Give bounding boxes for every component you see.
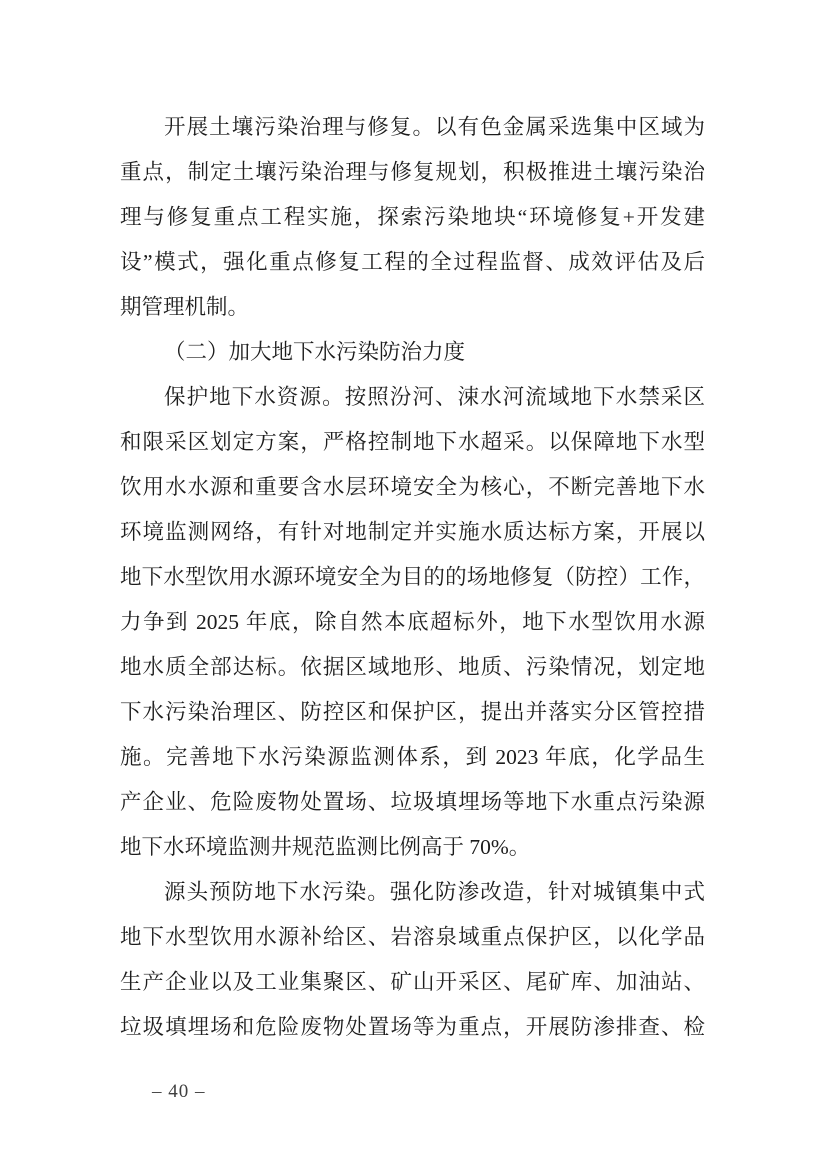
text-line: 设”模式，强化重点修复工程的全过程监督、成效评估及后: [120, 250, 705, 274]
text-line: 生产企业以及工业集聚区、矿山开采区、尾矿库、加油站、: [120, 970, 705, 994]
paragraph-groundwater-protection: [120, 375, 705, 870]
paragraph-groundwater-prevention: [120, 870, 705, 1050]
text-line: 重点，制定土壤污染治理与修复规划，积极推进土壤污染治: [120, 160, 705, 184]
text-line: 地下水型饮用水源环境安全为目的的场地修复（防控）工作，: [120, 565, 705, 589]
text-line: 环境监测网络，有针对地制定并实施水质达标方案，开展以: [120, 520, 705, 544]
text-line: 产企业、危险废物处置场、垃圾填埋场等地下水重点污染源: [120, 790, 705, 814]
text-line: 开展土壤污染治理与修复。以有色金属采选集中区域为: [164, 115, 705, 139]
text-line: 下水污染治理区、防控区和保护区，提出并落实分区管控措: [120, 700, 705, 724]
text-line: 垃圾填埋场和危险废物处置场等为重点，开展防渗排查、检: [120, 1015, 705, 1039]
text-line: 源头预防地下水污染。强化防渗改造，针对城镇集中式: [164, 880, 705, 904]
text-line: 保护地下水资源。按照汾河、涑水河流域地下水禁采区: [164, 385, 705, 409]
document-body: [120, 105, 705, 1050]
text-line: 地下水环境监测井规范监测比例高于 70%。: [120, 835, 531, 859]
text-line: 和限采区划定方案，严格控制地下水超采。以保障地下水型: [120, 430, 705, 454]
paragraph-soil-remediation: [120, 105, 705, 330]
text-line: 期管理机制。: [120, 295, 250, 319]
section-heading: （二）加大地下水污染防治力度: [164, 340, 466, 364]
text-line: 力争到 2025 年底，除自然本底超标外，地下水型饮用水源: [120, 610, 705, 634]
text-line: 地下水型饮用水源补给区、岩溶泉域重点保护区，以化学品: [120, 925, 705, 949]
text-line: 理与修复重点工程实施，探索污染地块“环境修复+开发建: [120, 205, 705, 229]
text-line: 饮用水水源和重要含水层环境安全为核心，不断完善地下水: [120, 475, 705, 499]
text-line: 地水质全部达标。依据区域地形、地质、污染情况，划定地: [120, 655, 705, 679]
text-line: 施。完善地下水污染源监测体系，到 2023 年底，化学品生: [120, 745, 705, 769]
page-number: – 40 –: [152, 1081, 206, 1102]
